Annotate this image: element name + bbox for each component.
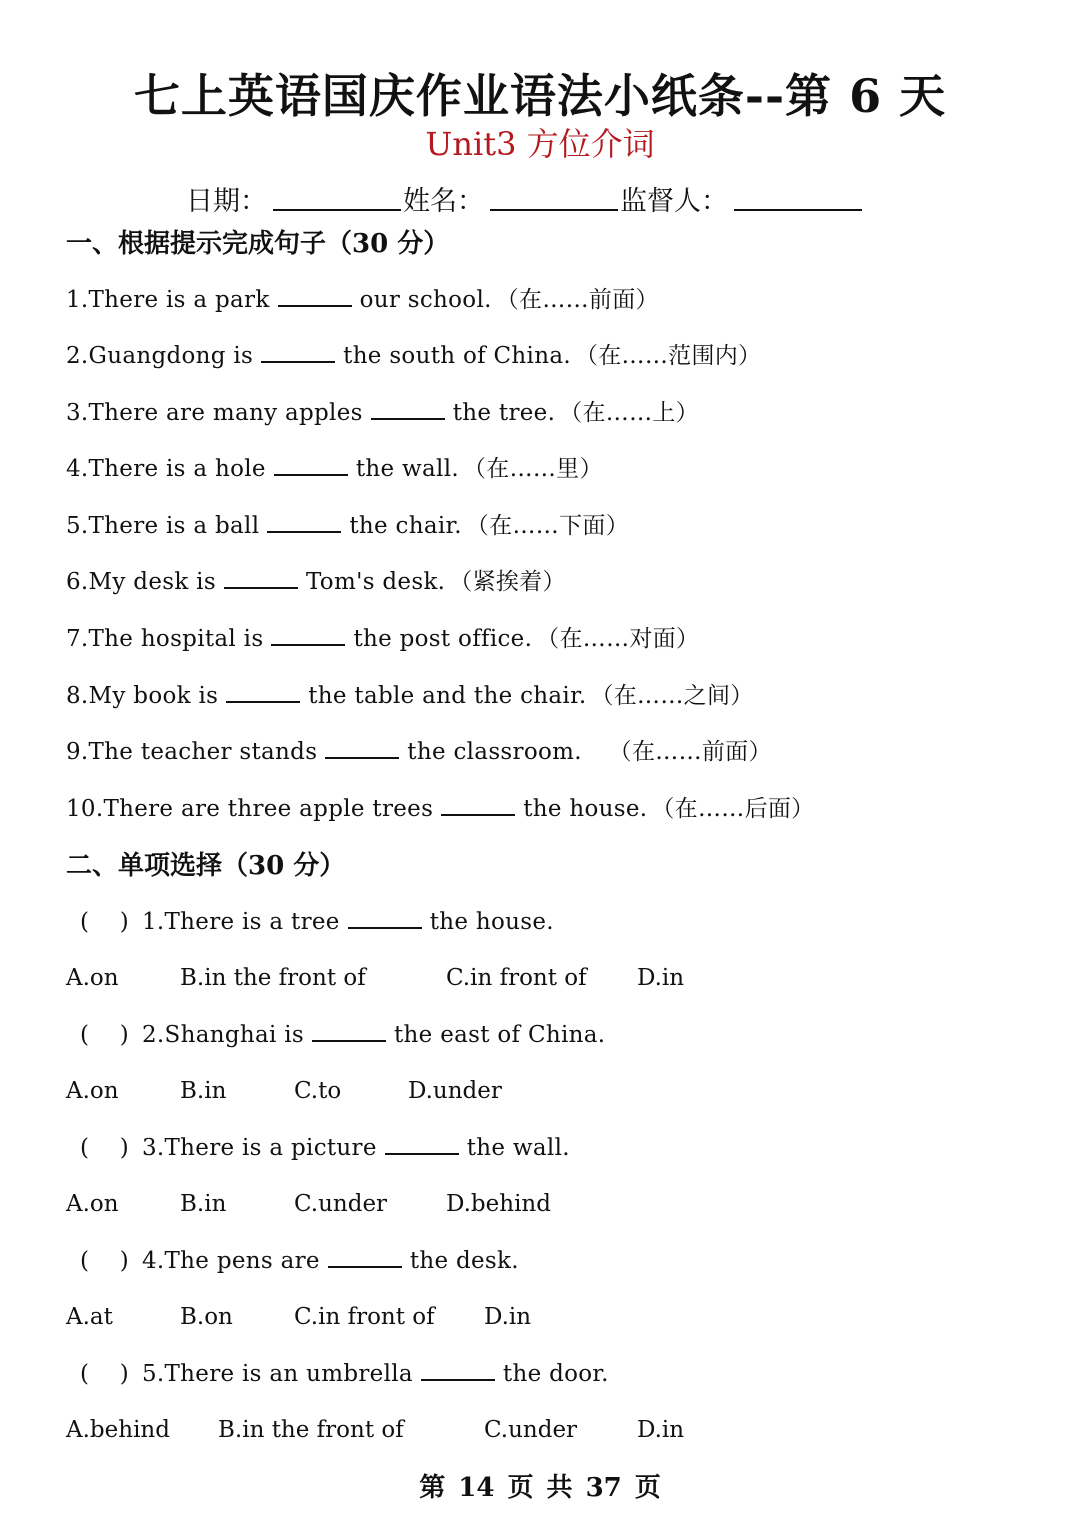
question-text: the house. (429, 909, 554, 935)
question-hint: （在……前面） (495, 287, 659, 313)
question-text: 3.There is a picture (142, 1135, 377, 1161)
option-c[interactable]: C.under (294, 1191, 388, 1217)
answer-blank (348, 926, 422, 929)
question-text: 1.There is a park (66, 287, 270, 313)
answer-blank (312, 1039, 386, 1042)
question-text: 5.There is a ball (66, 513, 260, 539)
option-d[interactable]: D.in (637, 1417, 685, 1443)
choice-question (80, 905, 554, 939)
answer-blank[interactable] (261, 360, 335, 363)
fill-question (66, 679, 754, 713)
question-hint: （在……后面） (651, 796, 815, 822)
question-text: the door. (502, 1361, 609, 1387)
question-text: the desk. (409, 1248, 519, 1274)
answer-blank[interactable] (441, 813, 515, 816)
option-c[interactable]: C.in front of (294, 1304, 435, 1330)
answer-blank[interactable] (271, 643, 345, 646)
section-2-heading: 二、单项选择（30 分） (66, 851, 346, 881)
question-text: 8.My book is (66, 683, 219, 709)
question-hint: （在……上） (559, 400, 699, 426)
choice-question (80, 1018, 605, 1052)
fill-question (66, 283, 659, 317)
choice-question (80, 1244, 519, 1278)
date-label: 日期： (186, 186, 267, 217)
supervisor-label: 监督人： (620, 186, 728, 217)
question-hint: （在……里） (462, 456, 603, 482)
question-text: the wall. (466, 1135, 570, 1161)
question-text: the post office. (353, 626, 533, 652)
question-text: 7.The hospital is (66, 626, 264, 652)
fill-question (66, 735, 772, 769)
option-d[interactable]: D.in (484, 1304, 532, 1330)
fill-question (66, 452, 603, 486)
question-text: 9.The teacher stands (66, 739, 318, 765)
choice-question (80, 1357, 609, 1391)
question-text: 1.There is a tree (142, 909, 340, 935)
option-a[interactable]: A.on (66, 965, 119, 991)
option-b[interactable]: B.in (180, 1191, 227, 1217)
question-text: 10.There are three apple trees (66, 796, 434, 822)
option-d[interactable]: D.behind (446, 1191, 551, 1217)
fill-question (66, 396, 699, 430)
option-c[interactable]: C.to (294, 1078, 342, 1104)
option-b[interactable]: B.on (180, 1304, 233, 1330)
option-a[interactable]: A.on (66, 1191, 119, 1217)
option-b[interactable]: B.in the front of (180, 965, 366, 991)
question-text: Tom's desk. (305, 569, 446, 595)
question-hint: （在……前面） (585, 739, 772, 765)
fill-question (66, 622, 699, 656)
name-blank[interactable] (490, 208, 618, 211)
option-a[interactable]: A.on (66, 1078, 119, 1104)
question-hint: （在……对面） (536, 626, 700, 652)
question-text: 2.Guangdong is (66, 343, 254, 369)
fill-question (66, 509, 629, 543)
fill-question (66, 792, 814, 826)
page-title: 七上英语国庆作业语法小纸条--第 6 天 (133, 69, 947, 123)
question-hint: （在……之间） (590, 683, 754, 709)
answer-blank[interactable] (371, 417, 445, 420)
question-text: the classroom. (407, 739, 582, 765)
question-text: the chair. (349, 513, 462, 539)
answer-blank (328, 1265, 402, 1268)
question-text: the house. (523, 796, 648, 822)
answer-blank[interactable] (278, 304, 352, 307)
section-1-heading: 一、根据提示完成句子（30 分） (66, 229, 450, 259)
answer-blank (385, 1152, 459, 1155)
question-text: our school. (359, 287, 492, 313)
question-text: the tree. (452, 400, 556, 426)
answer-blank[interactable] (226, 700, 300, 703)
option-c[interactable]: C.under (484, 1417, 578, 1443)
question-text: 3.There are many apples (66, 400, 363, 426)
question-text: 6.My desk is (66, 569, 216, 595)
answer-blank[interactable] (267, 530, 341, 533)
option-c[interactable]: C.in front of (446, 965, 587, 991)
question-text: the table and the chair. (308, 683, 587, 709)
name-label: 姓名： (403, 186, 484, 217)
question-text: the wall. (355, 456, 459, 482)
question-text: 4.The pens are (142, 1248, 320, 1274)
answer-parentheses[interactable]: ( ) (80, 1361, 129, 1387)
answer-blank[interactable] (274, 473, 348, 476)
answer-blank[interactable] (325, 756, 399, 759)
page-number-footer: 第 14 页 共 37 页 (419, 1473, 661, 1503)
question-hint: （在……范围内） (574, 343, 762, 369)
answer-blank[interactable] (224, 586, 298, 589)
option-d[interactable]: D.in (637, 965, 685, 991)
question-text: the south of China. (343, 343, 571, 369)
option-b[interactable]: B.in the front of (218, 1417, 404, 1443)
choice-question (80, 1131, 570, 1165)
option-a[interactable]: A.behind (66, 1417, 170, 1443)
option-b[interactable]: B.in (180, 1078, 227, 1104)
question-text: 2.Shanghai is (142, 1022, 305, 1048)
question-hint: （紧挨着） (449, 569, 566, 595)
page-subtitle: Unit3 方位介词 (425, 125, 655, 163)
supervisor-blank[interactable] (734, 208, 862, 211)
answer-parentheses[interactable]: ( ) (80, 1248, 129, 1274)
option-d[interactable]: D.under (408, 1078, 502, 1104)
question-hint: （在……下面） (465, 513, 630, 539)
question-text: 5.There is an umbrella (142, 1361, 413, 1387)
info-line (186, 178, 864, 218)
answer-parentheses[interactable]: ( ) (80, 1135, 129, 1161)
question-text: the east of China. (394, 1022, 606, 1048)
option-a[interactable]: A.at (66, 1304, 113, 1330)
answer-parentheses[interactable]: ( ) (80, 1022, 129, 1048)
answer-blank (421, 1378, 495, 1381)
fill-question (66, 565, 566, 599)
date-blank[interactable] (273, 208, 401, 211)
answer-parentheses[interactable]: ( ) (80, 909, 129, 935)
fill-question (66, 339, 761, 373)
question-text: 4.There is a hole (66, 456, 266, 482)
